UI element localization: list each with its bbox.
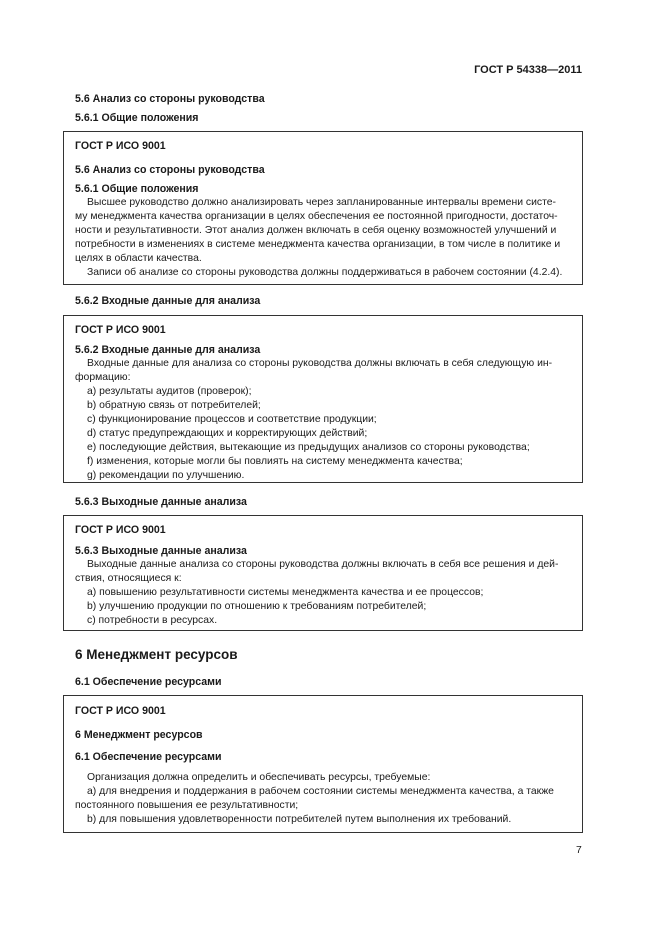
box-subtitle: 6.1 Обеспечение ресурсами [75, 751, 222, 763]
section-6-1-heading: 6.1 Обеспечение ресурсами [75, 676, 222, 688]
text-line: Выходные данные анализа со стороны руководства должны включать в себя все решения и дей- [87, 559, 559, 570]
text-line: целях в области качества. [75, 253, 202, 264]
list-item: b) улучшению продукции по отношению к требованиям потребителей; [87, 601, 427, 612]
text-line: Организация должна определить и обеспечивать ресурсы, требуемые: [87, 772, 431, 783]
list-item: c) потребности в ресурсах. [87, 615, 218, 626]
section-5-6-heading: 5.6 Анализ со стороны руководства [75, 93, 265, 105]
text-line: Высшее руководство должно анализировать через запланированные интервалы времени систе- [87, 197, 556, 208]
list-item: c) функционирование процессов и соответствие продукции; [87, 414, 377, 425]
box-paragraph [75, 357, 574, 483]
section-5-6-3-heading: 5.6.3 Выходные данные анализа [75, 496, 247, 508]
box-standard-label: ГОСТ Р ИСО 9001 [75, 705, 166, 717]
iso-quote-box-5-6-3 [63, 515, 583, 631]
page-number: 7 [576, 845, 582, 856]
list-item: b) обратную связь от потребителей; [87, 400, 261, 411]
iso-quote-box-5-6-2 [63, 315, 583, 483]
box-paragraph [75, 196, 574, 280]
text-line: формацию: [75, 372, 131, 383]
list-item: f) изменения, которые могли бы повлиять на систему менеджмента качества; [87, 456, 463, 467]
box-standard-label: ГОСТ Р ИСО 9001 [75, 524, 166, 536]
text-line: Записи об анализе со стороны руководства должны поддерживаться в рабочем состоянии (4.2.4). [87, 267, 563, 278]
text-line: ности и результативности. Этот анализ должен включать в себя оценку возможностей улучшений и [75, 225, 557, 236]
section-5-6-1-heading: 5.6.1 Общие положения [75, 112, 199, 124]
section-6-heading: 6 Менеджмент ресурсов [75, 647, 238, 662]
box-subtitle: 5.6.3 Выходные данные анализа [75, 545, 247, 557]
list-item: g) рекомендации по улучшению. [87, 470, 245, 481]
box-title: 5.6 Анализ со стороны руководства [75, 164, 265, 176]
list-item: a) для внедрения и поддержания в рабочем состоянии системы менеджмента качества, а также [87, 786, 554, 797]
text-line: му менеджмента качества организации в целях обеспечения ее постоянной пригодности, достаточ- [75, 211, 558, 222]
box-paragraph [75, 771, 574, 827]
section-5-6-2-heading: 5.6.2 Входные данные для анализа [75, 295, 261, 307]
box-subtitle: 5.6.1 Общие положения [75, 183, 199, 195]
text-line: Входные данные для анализа со стороны руководства должны включать в себя следующую ин- [87, 358, 553, 369]
text-line: ствия, относящиеся к: [75, 573, 182, 584]
box-standard-label: ГОСТ Р ИСО 9001 [75, 140, 166, 152]
list-item: a) результаты аудитов (проверок); [87, 386, 252, 397]
list-item: a) повышению результативности системы менеджмента качества и ее процессов; [87, 587, 484, 598]
document-header: ГОСТ Р 54338—2011 [474, 64, 582, 76]
list-item: d) статус предупреждающих и корректирующих действий; [87, 428, 368, 439]
iso-quote-box-6-1 [63, 695, 583, 833]
text-line: постоянного повышения ее результативности; [75, 800, 299, 811]
text-line: потребности в изменениях в системе менеджмента качества организации, в том числе в политике и [75, 239, 561, 250]
iso-quote-box-5-6 [63, 131, 583, 285]
box-title: 6 Менеджмент ресурсов [75, 729, 203, 741]
list-item: b) для повышения удовлетворенности потребителей путем выполнения их требований. [87, 814, 512, 825]
box-standard-label: ГОСТ Р ИСО 9001 [75, 324, 166, 336]
box-paragraph [75, 558, 574, 628]
box-subtitle: 5.6.2 Входные данные для анализа [75, 344, 261, 356]
list-item: e) последующие действия, вытекающие из предыдущих анализов со стороны руководства; [87, 442, 530, 453]
